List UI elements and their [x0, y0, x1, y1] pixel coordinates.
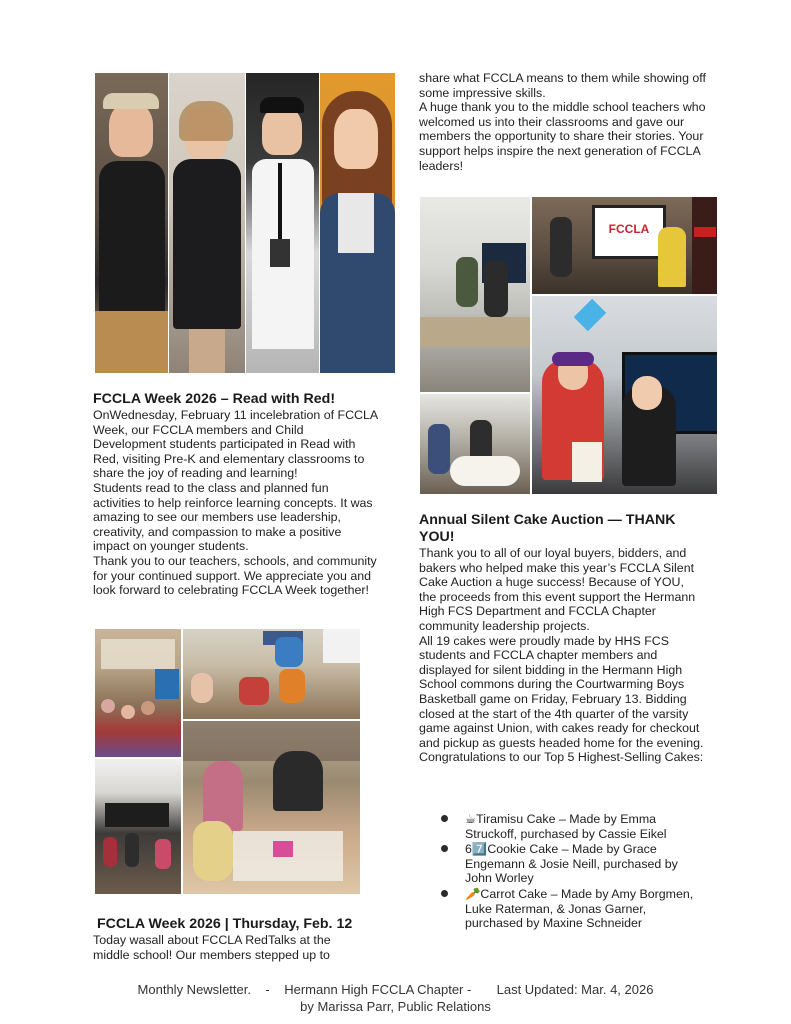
read-with-red-paragraph-1: OnWednesday, February 11 incelebration of FCCLA Week, our FCCLA members and Child Development students participated in Read with Red, visiting Pre-K and elementary classrooms to share the joy of reading and learning! — [93, 408, 378, 481]
read-with-red-heading: FCCLA Week 2026 – Read with Red! — [93, 391, 336, 407]
photo-classroom-activity — [183, 629, 360, 719]
read-with-red-photo-collage — [95, 629, 360, 894]
newsletter-footer-line-2: by Marissa Parr, Public Relations — [300, 999, 491, 1014]
read-with-red-paragraph-3: Thank you to our teachers, schools, and community for your continued support. We appreciate you and look forward to celebrating FCCLA Week together! — [93, 553, 377, 598]
read-with-red-paragraph-2: Students read to the class and planned fun activities to help reinforce learning concepts. It was amazing to see our members use leadership, creativity, and compassion to make a positive impact on younger students. — [93, 480, 373, 554]
list-item — [441, 842, 703, 886]
photo-cake-table — [420, 394, 530, 494]
photo-classroom-students — [95, 759, 181, 894]
top-cakes-list — [441, 812, 703, 932]
cake-auction-body — [419, 546, 704, 765]
bullet-icon — [441, 845, 448, 852]
photo-fccla-presentation — [532, 197, 717, 294]
cake-auction-paragraph-1: Thank you to all of our loyal buyers, bidders, and bakers who helped make this year’s FCCLA Silent Cake Auction a huge success! Because of YOU, the proceeds from this event support the Hermann High FCS Department and FCCLA Chapter community leadership projects. — [419, 546, 696, 633]
redtalks-continued-body — [419, 71, 709, 173]
redtalks-continued-paragraph-2: A huge thank you to the middle school teachers who welcomed us into their classrooms and gave our members the opportunity to share their stories. Your support helps inspire the next generation of FCCLA leaders! — [419, 100, 706, 173]
bullet-icon — [441, 890, 448, 897]
cake-auction-photo-collage — [420, 197, 717, 494]
photo-student-hair — [320, 73, 395, 373]
redtalks-paragraph: Today wasall about FCCLA RedTalks at the middle school! Our members stepped up to — [93, 933, 331, 962]
cake-auction-paragraph-3: Congratulations to our Top 5 Highest-Selling Cakes: — [419, 750, 704, 765]
photo-students-with-cake — [532, 296, 717, 494]
photo-commons-room — [420, 197, 530, 392]
list-item — [441, 812, 703, 841]
read-with-red-body — [93, 408, 378, 598]
top-cake-3: 🥕Carrot Cake – Made by Amy Borgmen, Luke Raterman, & Jonas Garner, purchased by Maxine Schneider — [465, 886, 694, 931]
cake-auction-heading: Annual Silent Cake Auction — THANK YOU! — [419, 512, 676, 545]
redtalks-continued-paragraph-1: share what FCCLA means to them while showing off some impressive skills. — [419, 71, 706, 100]
fccla-members-photo-collage — [95, 73, 395, 373]
fccla-screen-label: FCCLA — [608, 222, 650, 236]
cake-auction-paragraph-2: All 19 cakes were proudly made by HHS FCS students and FCCLA chapter members and displayed for silent bidding in the Hermann High School commons during the Courtwarming Boys Basketball game on Friday, February 13. Bidding closed at the start of the 4th quarter of the varsity game against Union, with cakes ready for checkout and pickup as guests headed home for the evening. — [419, 633, 704, 750]
top-cake-2: 67️⃣Cookie Cake – Made by Grace Engemann & Josie Neill, purchased by John Worley — [465, 842, 678, 886]
photo-classroom-crafts — [183, 721, 360, 894]
top-cake-1: ☕Tiramisu Cake – Made by Emma Struckoff, purchased by Cassie Eikel — [465, 812, 667, 841]
photo-classroom-reading-circle — [95, 629, 181, 757]
newsletter-footer-line-1: Monthly Newsletter. - Hermann High FCCLA Chapter - Last Updated: Mar. 4, 2026 — [137, 982, 654, 997]
list-item — [441, 887, 703, 931]
photo-student-glasses — [169, 73, 245, 373]
redtalks-heading: FCCLA Week 2026 | Thursday, Feb. 12 — [97, 916, 353, 932]
photo-student-cap — [95, 73, 168, 373]
photo-student-chef — [246, 73, 319, 373]
bullet-icon — [441, 815, 448, 822]
